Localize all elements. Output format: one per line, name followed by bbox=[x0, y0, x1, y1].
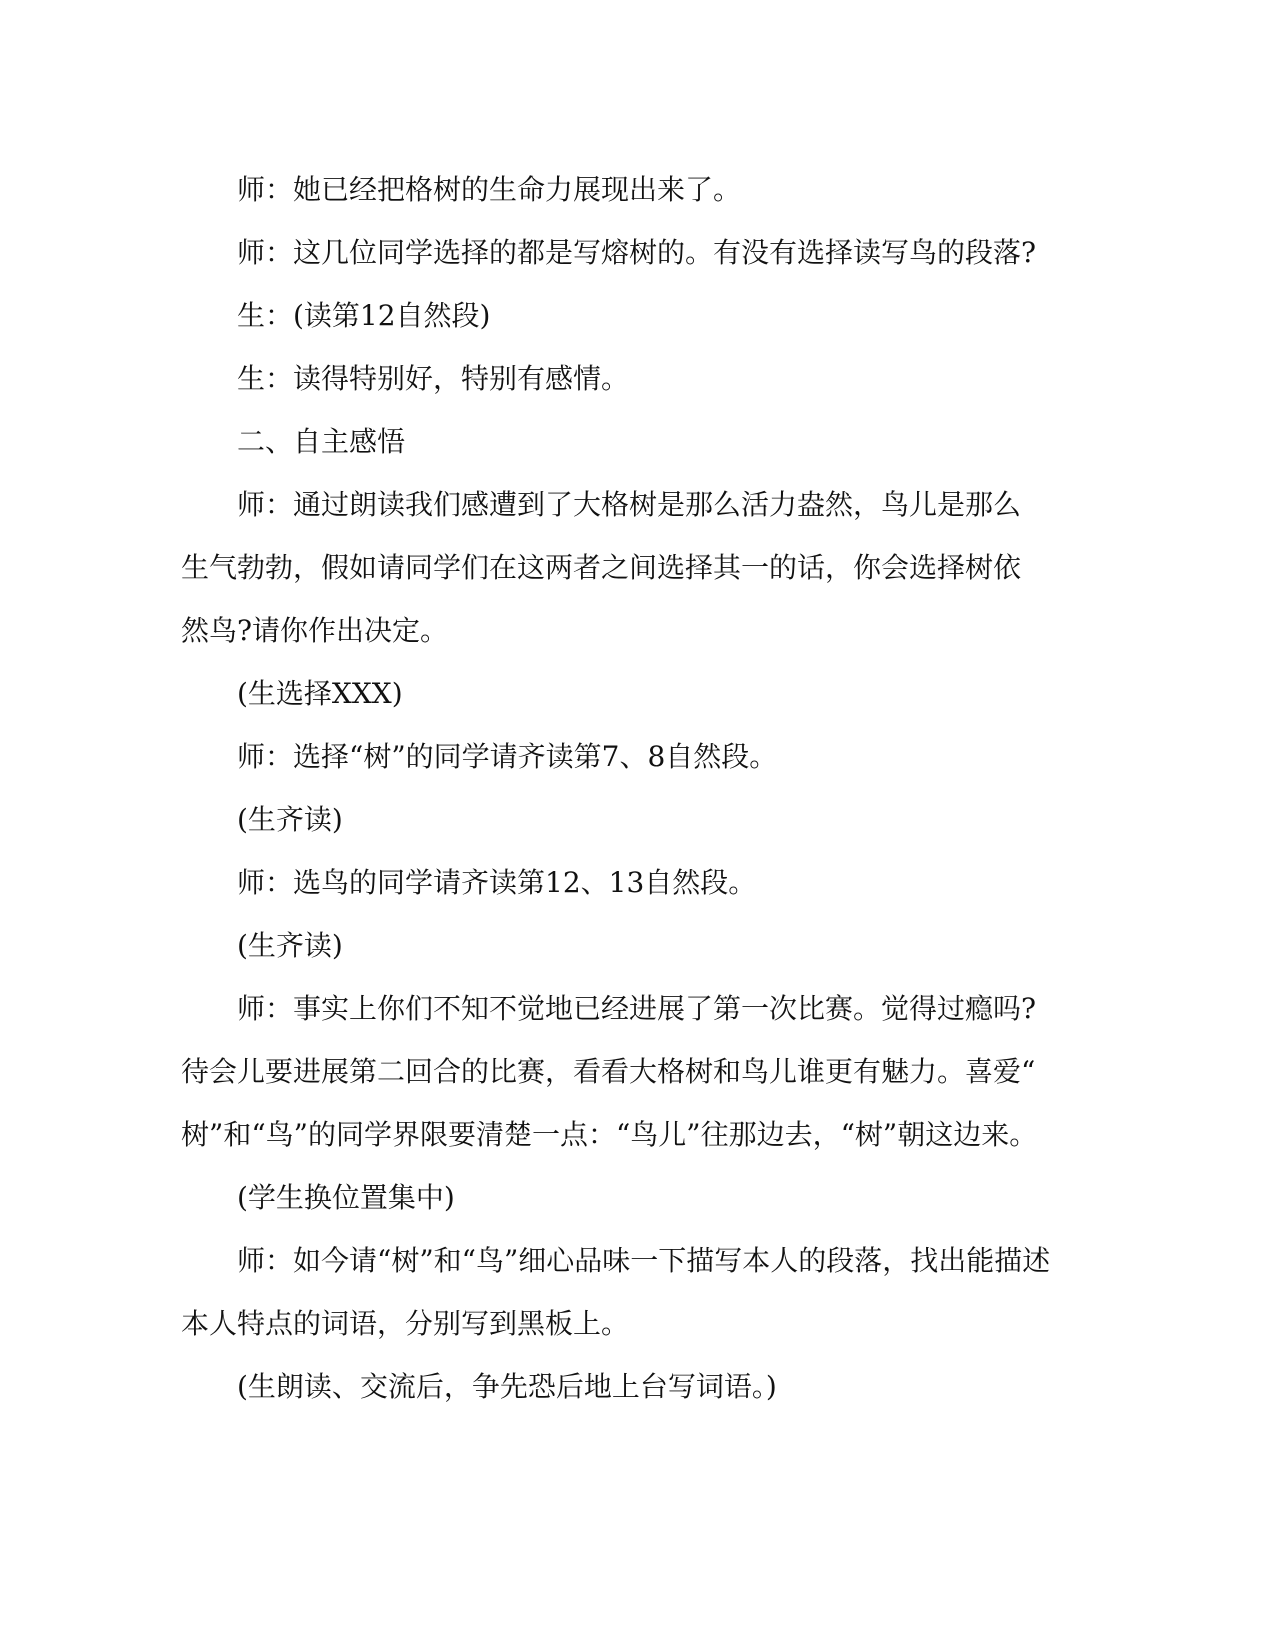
paragraph-line: (生齐读) bbox=[237, 929, 343, 962]
paragraph-line: 师：她已经把格树的生命力展现出来了。 bbox=[237, 173, 742, 206]
section-heading: 二、自主感悟 bbox=[237, 425, 406, 458]
paragraph-line: 师：选择“树”的同学请齐读第7、8自然段。 bbox=[237, 740, 778, 773]
paragraph-line: 师：如今请“树”和“鸟”细心品味一下描写本人的段落，找出能描述 bbox=[237, 1244, 1051, 1277]
paragraph-line: (生朗读、交流后，争先恐后地上台写词语。) bbox=[237, 1370, 777, 1403]
paragraph-line: 师：这几位同学选择的都是写熔树的。有没有选择读写鸟的段落? bbox=[237, 236, 1037, 269]
paragraph-line: 本人特点的词语，分别写到黑板上。 bbox=[181, 1307, 630, 1340]
paragraph-line: 师：通过朗读我们感遭到了大格树是那么活力盎然，鸟儿是那么 bbox=[237, 488, 1022, 521]
paragraph-line: 生：(读第12自然段) bbox=[237, 299, 491, 332]
paragraph-line: (学生换位置集中) bbox=[237, 1181, 455, 1214]
paragraph-line: 生：读得特别好，特别有感情。 bbox=[237, 362, 630, 395]
paragraph-line: 然鸟?请你作出决定。 bbox=[181, 614, 449, 647]
paragraph-line: 师：选鸟的同学请齐读第12、13自然段。 bbox=[237, 866, 757, 899]
paragraph-line: (生齐读) bbox=[237, 803, 343, 836]
document-body bbox=[181, 158, 1061, 1418]
paragraph-line: 待会儿要进展第二回合的比赛，看看大格树和鸟儿谁更有魅力。喜爱“ bbox=[181, 1055, 1036, 1088]
paragraph-line: 师：事实上你们不知不觉地已经进展了第一次比赛。觉得过瘾吗? bbox=[237, 992, 1037, 1025]
paragraph-line: 树”和“鸟”的同学界限要清楚一点：“鸟儿”往那边去，“树”朝这边来。 bbox=[181, 1118, 1038, 1151]
paragraph-line: 生气勃勃，假如请同学们在这两者之间选择其一的话，你会选择树依 bbox=[181, 551, 1022, 584]
paragraph-line: (生选择XXX) bbox=[237, 677, 403, 710]
